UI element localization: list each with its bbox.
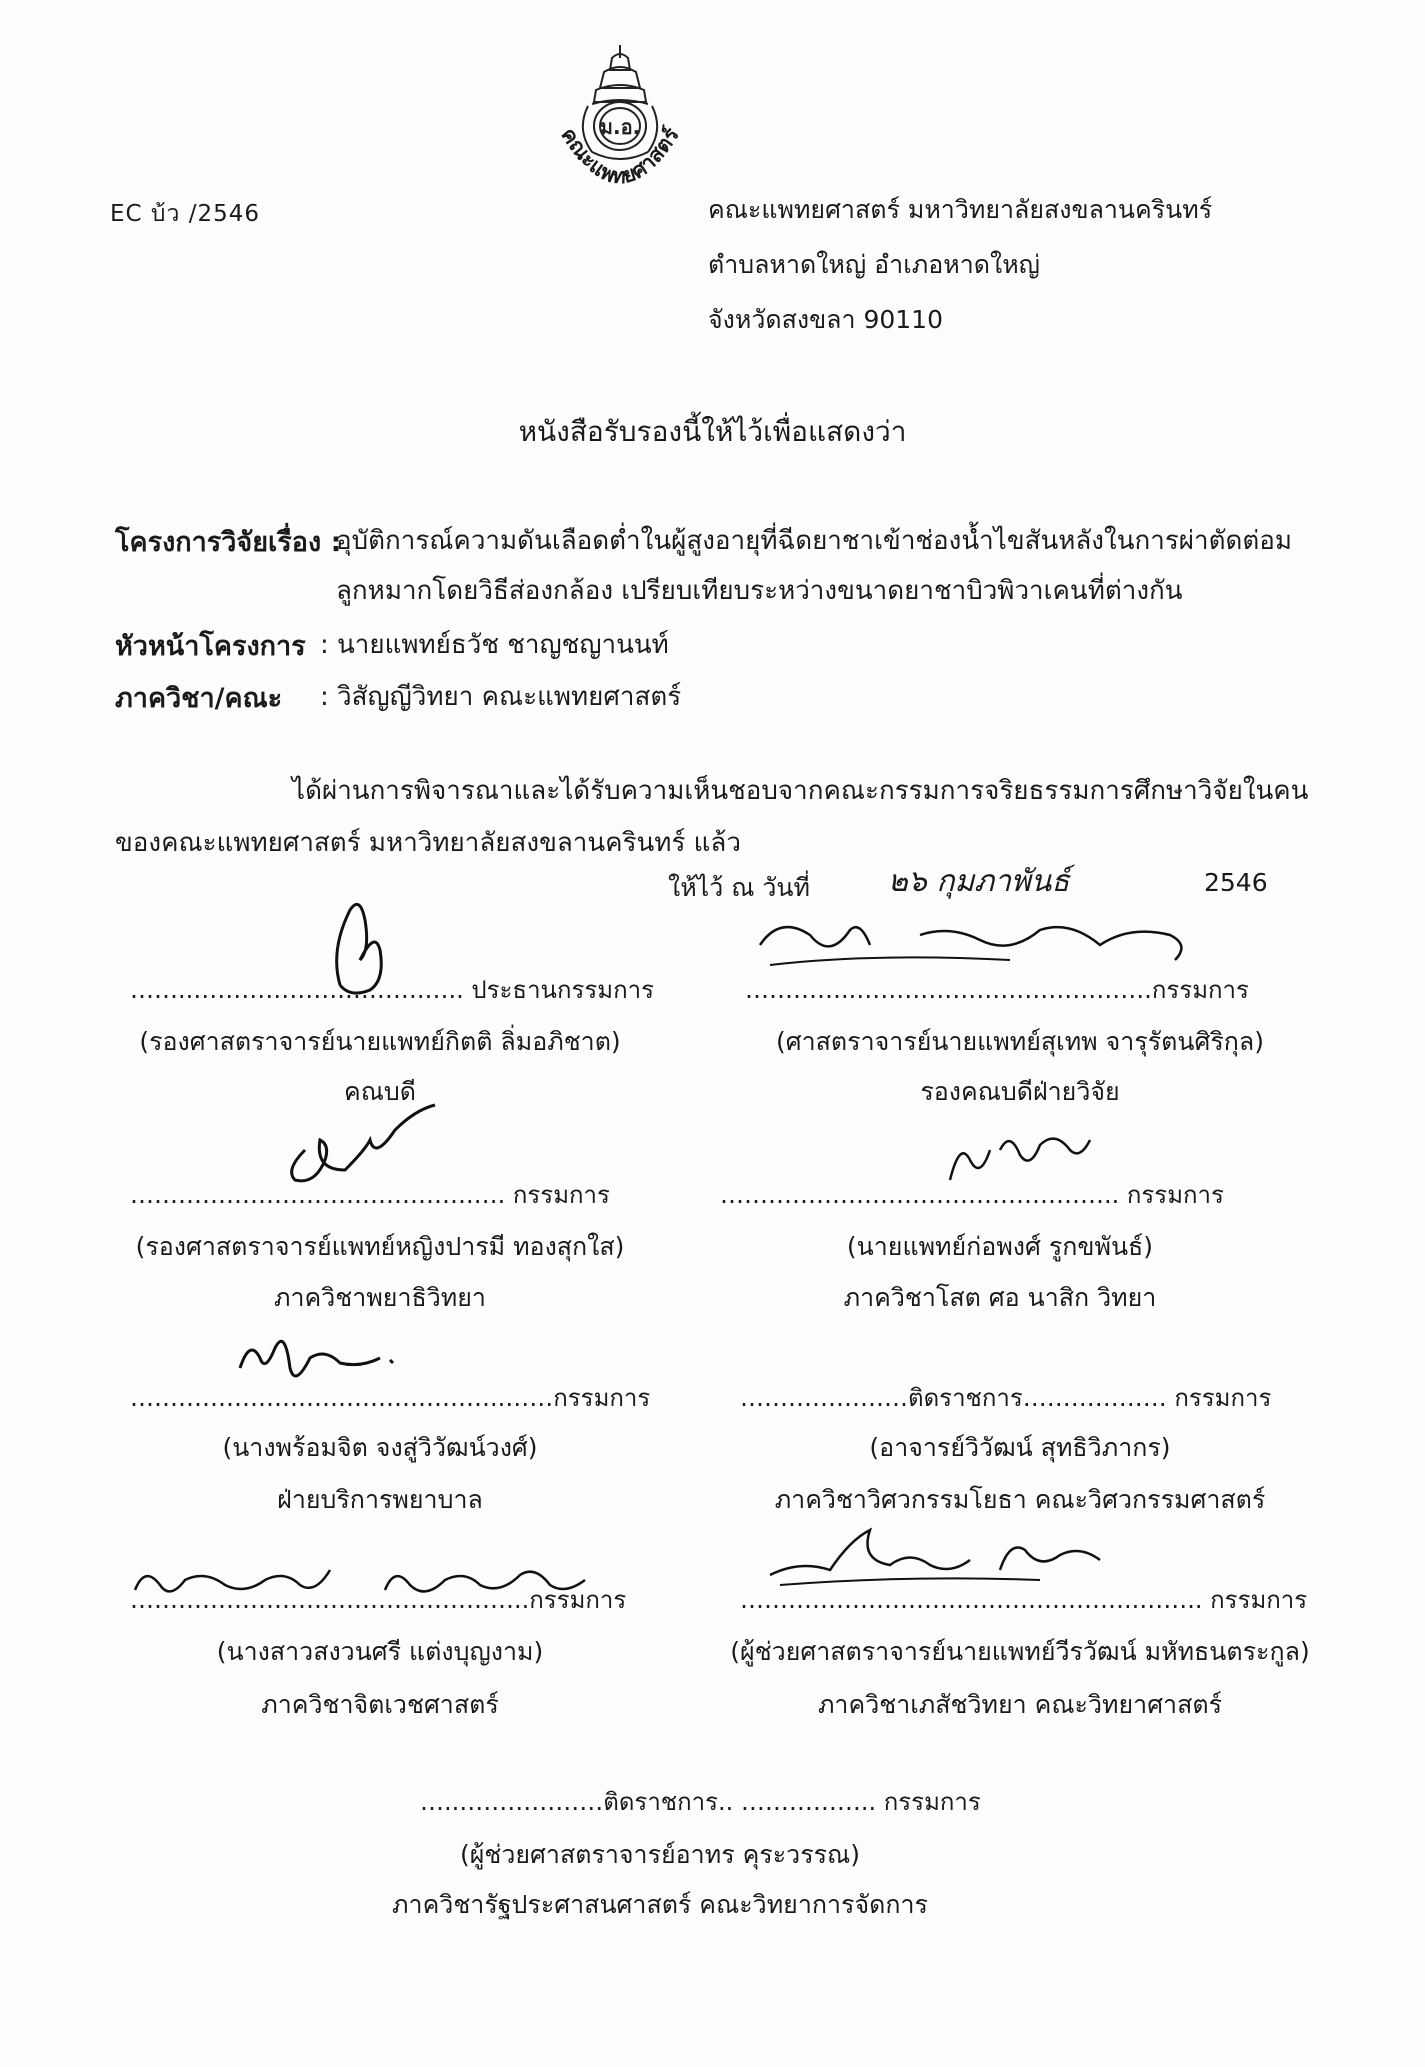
signatory-7-line: …………………………………………..กรรมการ [130,1586,627,1614]
signatory-9-position: ภาควิชารัฐประศาสนศาสตร์ คณะวิทยาการจัดการ [392,1890,928,1919]
signatory-2-position: รองคณบดีฝ่ายวิจัย [920,1077,1120,1106]
signatory-1-line: ……..……………….……….….. ประธานกรรมการ [130,976,654,1004]
signatory-6-line: …………………ติดราชการ……………… กรรมการ [740,1384,1272,1412]
signatory-1-position: คณบดี [343,1077,417,1106]
department-value: : วิสัญญีวิทยา คณะแพทยศาสตร์ [320,682,682,712]
faculty-seal-logo [540,40,700,200]
leader-value: : นายแพทย์ธวัช ชาญชญานนท์ [320,630,669,660]
project-title-line-1: อุบัติการณ์ความดันเลือดต่ำในผู้สูงอายุที่ฉีดยาชาเข้าช่องน้ำไขสันหลังในการผ่าตัดต่อม [336,526,1293,556]
signatory-9-line: …..………………ติดราชการ.. …………….. กรรมการ [420,1788,981,1816]
signatory-6-position: ภาควิชาวิศวกรรมโยธา คณะวิศวกรรมศาสตร์ [774,1485,1266,1514]
department-label: ภาควิชา/คณะ [115,683,283,714]
signatory-9-name: (ผู้ช่วยศาสตราจารย์อาทร คุระวรรณ) [459,1840,860,1869]
signatory-2-name: (ศาสตราจารย์นายแพทย์สุเทพ จารุรัตนศิริกุล) [776,1027,1264,1056]
date-prefix: ให้ไว้ ณ วันที่ [668,873,810,902]
address-line-3: จังหวัดสงขลา 90110 [708,305,943,334]
signatory-2-line: …………..……………………………….กรรมการ [745,976,1249,1004]
address-line-2: ตำบลหาดใหญ่ อำเภอหาดใหญ่ [708,250,1040,279]
signatory-1-name: (รองศาสตราจารย์นายแพทย์กิตติ ลิ่มอภิชาต) [139,1027,621,1056]
document-title: หนังสือรับรองนี้ให้ไว้เพื่อแสดงว่า [518,415,907,448]
signatory-4-name: (นายแพทย์ก่อพงศ์ รูกขพันธ์) [846,1232,1154,1261]
leader-label: หัวหน้าโครงการ [115,631,306,662]
statement-line-2: ของคณะแพทยศาสตร์ มหาวิทยาลัยสงขลานครินทร์ แล้ว [115,828,741,858]
handwritten-date: ๒๖ กุมภาพันธ์ [888,864,1070,899]
reference-number: EC บ้ว /2546 [110,201,261,227]
signatory-3-position: ภาควิชาพยาธิวิทยา [274,1283,486,1312]
signatory-7-name: (นางสาวสงวนศรี แต่งบุญงาม) [216,1637,544,1666]
signatory-7-position: ภาควิชาจิตเวชศาสตร์ [261,1690,499,1719]
signatory-8-position: ภาควิชาเภสัชวิทยา คณะวิทยาศาสตร์ [817,1690,1223,1719]
signatory-8-line: …………………………………………..…….. กรรมการ [740,1586,1308,1614]
signatory-5-line: ………………………………………..……กรรมการ [130,1384,651,1412]
signatory-4-position: ภาควิชาโสต ศอ นาสิก วิทยา [843,1283,1157,1312]
signatory-6-name: (อาจารย์วิวัฒน์ สุทธิวิภากร) [869,1433,1171,1462]
address-line-1: คณะแพทยศาสตร์ มหาวิทยาลัยสงขลานครินทร์ [708,195,1213,224]
signatory-3-name: (รองศาสตราจารย์แพทย์หญิงปารมี ทองสุกใส) [135,1232,625,1261]
date-year: 2546 [1204,868,1268,897]
statement-line-1: ได้ผ่านการพิจารณาและได้รับความเห็นชอบจากคณะกรรมการจริยธรรมการศึกษาวิจัยในคน [292,776,1309,806]
signatory-3-line: …………………………………….…. กรรมการ [130,1181,610,1209]
signatory-8-name: (ผู้ช่วยศาสตราจารย์นายแพทย์วีรวัฒน์ มหัทธนตระกูล) [730,1637,1310,1666]
svg-text:ม.อ.: ม.อ. [599,115,641,139]
project-title-line-2: ลูกหมากโดยวิธีส่องกล้อง เปรียบเทียบระหว่างขนาดยาชาบิวพิวาเคนที่ต่างกัน [336,576,1183,606]
seal-text: คณะแพทยศาสตร์ [556,123,684,189]
project-label: โครงการวิจัยเรื่อง : [115,527,342,558]
signatory-5-position: ฝ่ายบริการพยาบาล [277,1485,483,1514]
signatory-4-line: ………………………………………….. กรรมการ [720,1181,1224,1209]
signatory-5-name: (นางพร้อมจิต จงสู่วิวัฒน์วงศ์) [222,1433,538,1462]
